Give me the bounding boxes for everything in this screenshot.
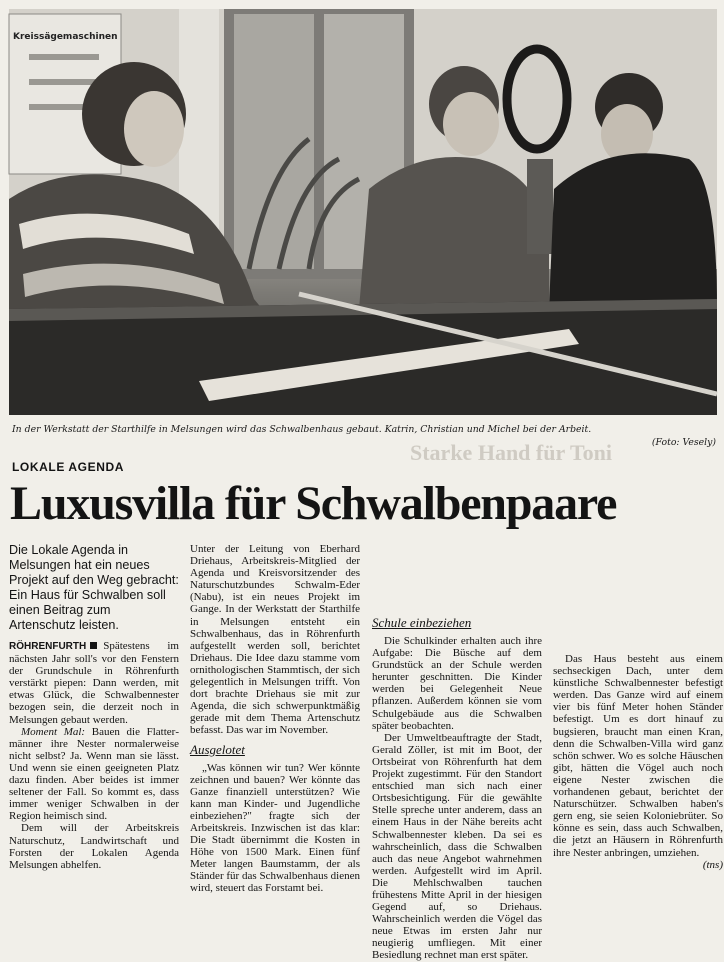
dateline-marker bbox=[90, 642, 97, 649]
article-column-3 bbox=[372, 543, 542, 962]
photo-credit: (Foto: Vesely) bbox=[651, 437, 716, 448]
article-photo bbox=[9, 9, 717, 415]
caption-text: In der Werkstatt der Starthilfe in Melsungen wird das Schwalbenhaus gebaut. Katrin, Christian und Michel bei der Arbeit. bbox=[12, 424, 592, 435]
workshop-illustration bbox=[9, 9, 717, 415]
bleed-through-text: Starke Hand für Toni bbox=[410, 440, 612, 465]
paragraph-2-text: Bauen die Flattermänner ihre Nester normalerweise nicht selbst? Ja. Wenn man sie lässt. Und wenn sie einen geeigneten Platz dazu finden. Aber beides ist immer seltener der Fall. So kommt es, dass immer weniger Schwalben in der Region heimisch sind. bbox=[9, 725, 179, 823]
paragraph-3: Dem will der Arbeitskreis Naturschutz, Landwirtschaft und Forsten der Lokalen Agenda Melsungen abhelfen. bbox=[9, 822, 179, 871]
paragraph-6: Die Schulkinder erhalten auch ihre Aufgabe: Die Büsche auf dem Grundstück an der Schule werden herunter geschnitten. Die Kinder werden bei Gelegenheit Neue pflanzen. Außerdem können sie vom Schulgebäude aus die Schwalben später beobachten. bbox=[372, 635, 542, 732]
paragraph-7: Der Umweltbeauftragte der Stadt, Gerald Zöller, ist mit im Boot, der Ortsbeirat von Röhrenfurth hat dem Projekt zugestimmt. Für den Standort entschied man sich nach einer Ortsbesichtigung. Für die gewählte Stelle spreche unter anderem, dass an einem Haus in der Nähe bereits acht Schwalbennester kleben. Da sei es wahrscheinlich, dass die Schwalben auch das neue Angebot wahrnehmen werden. Aufgestellt wird im April. Die Mehlschwalben tauchen frühestens Mitte April in der hiesigen Gegend auf, so Driehaus. Wahrscheinlich werden die Vögel das neue Etwas im ersten Jahr nur neugierig umfliegen. Mit einer Besiedlung rechnet man erst später. bbox=[372, 731, 542, 962]
article-column-1 bbox=[9, 543, 179, 914]
section-kicker: LOKALE AGENDA bbox=[12, 460, 125, 474]
paragraph-2 bbox=[9, 726, 179, 823]
dateline-place: RÖHRENFURTH bbox=[9, 641, 87, 652]
subheading-schule: Schule einbeziehen bbox=[372, 615, 472, 630]
article-column-2 bbox=[190, 543, 360, 914]
poster-title: Kreissägemaschinen bbox=[13, 32, 118, 42]
paragraph-8: Das Haus besteht aus einem sechseckigen Dach, unter dem künstliche Schwalbennester befestigt werden. Das Ganze wird auf einem vier bis fünf Meter hohen Ständer befestigt. Um es dort hinauf zu bugsieren, braucht man einen Kran, denn die Schwalben-Villa wird ganz schön schwer. Wo es solche Häuschen gibt, hätten die Vögel auch noch eigene Nester zwischen die vorhandenen gebaut, berichtet der Naturschützer. Schwalben haben's gern eng, sie seien Koloniebrüter. So könne es sein, dass auch Schwalben, die jetzt an Häusern in Röhrenfurth ihre Nester anbringen, umziehen. bbox=[553, 653, 723, 859]
paragraph-4: Unter der Leitung von Eberhard Driehaus, Arbeitskreis-Mitglied der Agenda und Kreisvorsitzender des Naturschutzbundes Schwalm-Eder (Nabu), ist ein neues Projekt im Gange. In der Werkstatt der Starthilfe in Melsungen entsteht ein Schwalbenhaus, das in Röhrenfurth aufgestellt werden soll, berichtet Driehaus. Die Idee dazu stamme vom ornithologischen Stammtisch, der sich gelegentlich in Melsungen trifft. Von dort brachte Driehaus sie mit zur Agenda, die sich schwerpunktmäßig gerade mit dem Thema Artenschutz befasst. Das war im November. bbox=[190, 543, 360, 737]
article-column-4 bbox=[553, 543, 723, 914]
paragraph-1-text: Spätestens im nächsten Jahr soll's vor den Fenstern der Grundschule in Röhrenfurth verstärkt piepen: Dann werden, mit etwas Glück, die Schwalbennester bezogen sein, die derzeit noch in Melsungen gebaut werden. bbox=[9, 640, 179, 726]
author-signature: (tns) bbox=[702, 858, 723, 871]
headline: Luxusvilla für Schwalbenpaare bbox=[10, 477, 617, 530]
article-intro: Die Lokale Agenda in Melsungen hat ein neues Projekt auf den Weg gebracht: Ein Haus für Schwalben soll einen Beitrag zum Artenschutz leisten. bbox=[9, 543, 179, 632]
subheading-ausgelotet: Ausgelotet bbox=[190, 741, 245, 757]
paragraph-1 bbox=[9, 640, 179, 726]
paragraph-2-lead: Moment Mal: bbox=[21, 725, 86, 738]
paragraph-5: „Was können wir tun? Wer könnte zeichnen und bauen? Wer könnte das Ganze finanziell unterstützen? Wie kann man Kinder- und Jugendliche einbeziehen?" fragte sich der Arbeitskreis. Inzwischen ist das klar: Die Stadt übernimmt die Kosten in Höhe von 1500 Mark. Einen fünf Meter langen Baumstamm, der als Ständer für das Schwalbenhaus dienen wird, steuert das Forstamt bei. bbox=[190, 761, 360, 895]
